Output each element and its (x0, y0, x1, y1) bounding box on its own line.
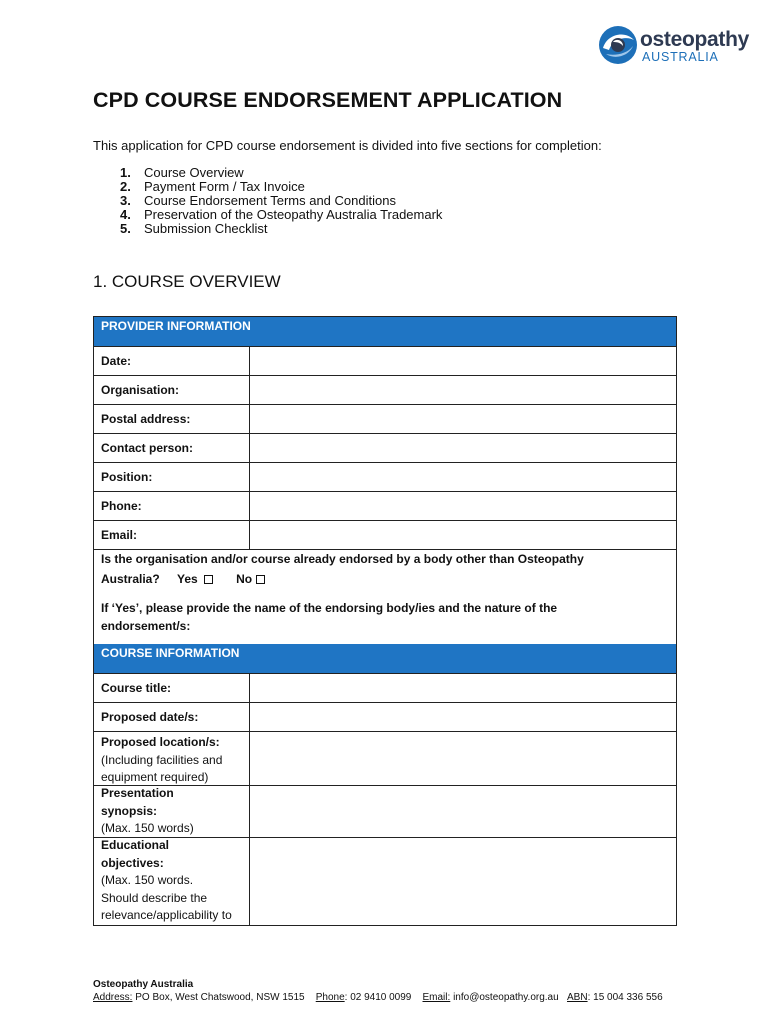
proposed-location-field[interactable] (250, 732, 676, 785)
date-field[interactable] (250, 347, 676, 375)
list-item: 3. Course Endorsement Terms and Conditions (120, 193, 396, 208)
no-checkbox[interactable] (256, 575, 265, 584)
list-item: 1. Course Overview (120, 165, 244, 180)
proposed-dates-field[interactable] (250, 703, 676, 731)
list-item: 4. Preservation of the Osteopathy Australia Trademark (120, 207, 443, 222)
position-field[interactable] (250, 463, 676, 491)
contact-person-field[interactable] (250, 434, 676, 462)
form-row-phone: Phone: (94, 491, 676, 520)
form-row-proposed-dates: Proposed date/s: (94, 702, 676, 731)
logo-swirl-icon (597, 24, 639, 66)
footer-contact-line: Address: PO Box, West Chatswood, NSW 1515 Phone: 02 9410 0099 Email: info@osteopathy.org.au ABN: 15 004 336 556 (93, 992, 663, 1003)
sections-list (120, 166, 442, 236)
yes-checkbox[interactable] (204, 575, 213, 584)
endorsement-question-block (94, 549, 676, 644)
form-row-position: Position: (94, 462, 676, 491)
form-row-proposed-location: Proposed location/s: (Including facilities and equipment required) (94, 731, 676, 785)
list-item: 5. Submission Checklist (120, 221, 268, 236)
form-row-date: Date: (94, 346, 676, 375)
page-footer (93, 978, 663, 1004)
logo-wordmark-osteopathy: osteopathy (640, 28, 750, 51)
educational-objectives-field[interactable] (250, 838, 676, 926)
course-overview-form (93, 316, 677, 926)
course-title-field[interactable] (250, 674, 676, 702)
organisation-field[interactable] (250, 376, 676, 404)
presentation-synopsis-field[interactable] (250, 786, 676, 837)
postal-address-field[interactable] (250, 405, 676, 433)
document-title: CPD COURSE ENDORSEMENT APPLICATION (93, 88, 563, 112)
form-row-course-title: Course title: (94, 673, 676, 702)
endorsement-followup-line1: If ‘Yes’, please provide the name of the endorsing body/ies and the nature of the (101, 601, 558, 615)
endorsement-question-line2: Australia? Yes No (101, 572, 265, 586)
footer-email-link[interactable]: info@osteopathy.org.au (453, 992, 559, 1003)
phone-field[interactable] (250, 492, 676, 520)
form-row-contact-person: Contact person: (94, 433, 676, 462)
footer-org-name: Osteopathy Australia (93, 979, 194, 990)
provider-information-header: PROVIDER INFORMATION (94, 317, 676, 346)
intro-text: This application for CPD course endorsement is divided into five sections for completion: (93, 138, 602, 153)
form-row-email: Email: (94, 520, 676, 549)
list-item: 2. Payment Form / Tax Invoice (120, 179, 305, 194)
endorsement-question-line1: Is the organisation and/or course already endorsed by a body other than Osteopathy (101, 552, 584, 566)
form-row-educational-objectives: Educational objectives: (Max. 150 words. Should describe the relevance/applicability to (94, 837, 676, 926)
osteopathy-australia-logo (597, 24, 750, 66)
email-field[interactable] (250, 521, 676, 549)
form-row-presentation-synopsis: Presentation synopsis: (Max. 150 words) (94, 785, 676, 837)
section-heading-course-overview: 1. COURSE OVERVIEW (93, 272, 281, 291)
endorsement-followup-line2: endorsement/s: (101, 619, 191, 633)
form-row-postal-address: Postal address: (94, 404, 676, 433)
form-row-organisation: Organisation: (94, 375, 676, 404)
course-information-header: COURSE INFORMATION (94, 644, 676, 673)
logo-wordmark-australia: AUSTRALIA (642, 50, 719, 64)
